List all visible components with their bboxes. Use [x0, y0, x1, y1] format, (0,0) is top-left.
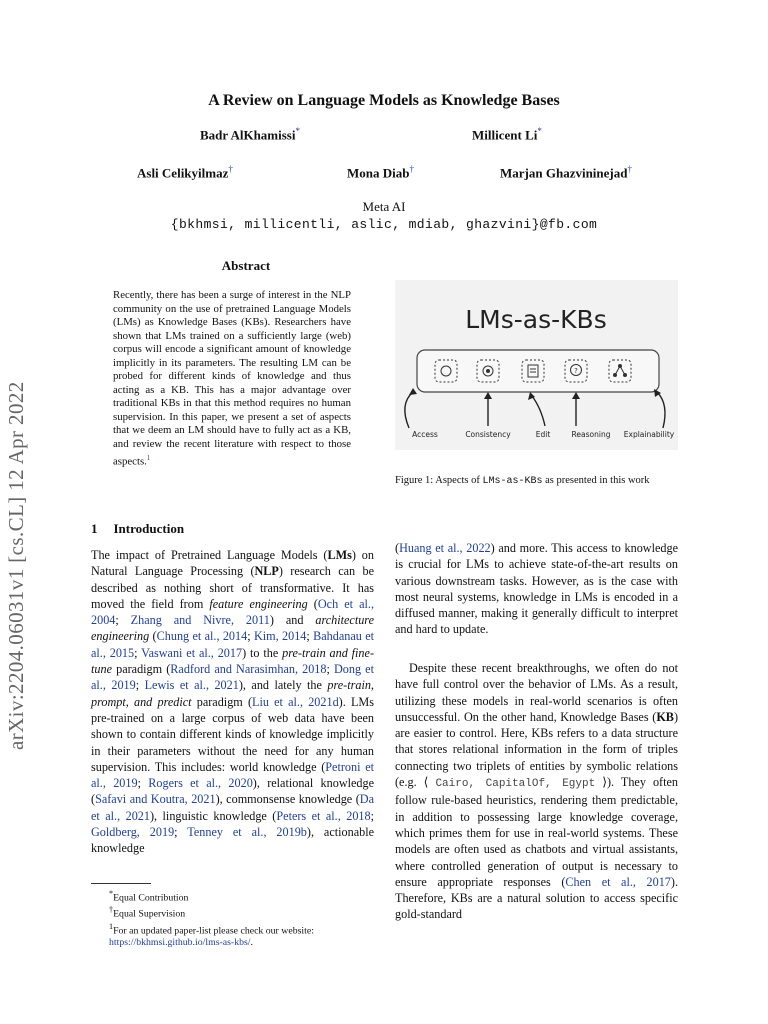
citation-tenney[interactable]: Tenney et al., 2019b: [187, 825, 307, 840]
citation-rogers[interactable]: Rogers et al., 2020: [148, 776, 253, 791]
citation-da[interactable]: Da et al., 2021: [91, 792, 374, 823]
author-5: Marjan Ghazvininejad†: [500, 164, 632, 181]
arxiv-identifier: arXiv:2204.06031v1 [cs.CL] 12 Apr 2022: [4, 381, 28, 750]
section-heading-introduction: 1 Introduction: [91, 521, 185, 536]
author-4: Mona Diab†: [347, 164, 414, 181]
figure-1-diagram: [395, 280, 678, 450]
aspect-label-consistency: Consistency: [465, 430, 511, 439]
footnote-website: $^1$For an updated paper-list please check our website: https://bkhmsi.github.io/lms-as-kbs/.: [109, 921, 314, 949]
paper-title: A Review on Language Models as Knowledge Bases: [208, 92, 560, 109]
intro-paragraph-1: The impact of Pretrained Language Models (LMs) on Natural Language Processing (NLP) research can be described as nothing short of transformative. It has moved the field from feature engineering (Och et al., 2004; Zhang and Nivre, 2011) and architecture engineering (Chung et al., 2014; Kim, 2014; Bahdanau et al., 2015; Vaswani et al., 2017) to the pre-train and fine-tune paradigm (Radford and Narasimhan, 2018; Dong et al., 2019; Lewis et al., 2021), and lately the pre-train, prompt, and predict paradigm (Liu et al., 2021d). LMs pre-trained on a large corpus of web data have been shown to contain different kinds of knowledge implicitly in their parameters without the need for any human supervision. This includes: world knowledge (Petroni et al., 2019; Rogers et al., 2020), relational knowledge (Safavi and Koutra, 2021), commonsense knowledge (Da et al., 2021), linguistic knowledge (Peters et al., 2018; Goldberg, 2019; Tenney et al., 2019b), actionable knowledge: [91, 548, 375, 856]
affiliation: Meta AI: [362, 199, 406, 214]
citation-goldberg[interactable]: Goldberg, 2019: [91, 825, 175, 840]
citation-chung[interactable]: Chung et al., 2014: [156, 629, 248, 644]
citation-kim[interactable]: Kim, 2014: [253, 629, 307, 644]
footnote-equal-supervision: †Equal Supervision: [109, 905, 186, 920]
citation-lewis[interactable]: Lewis et al., 2021: [144, 678, 239, 693]
citation-och[interactable]: Och et al., 2004: [91, 596, 375, 628]
citation-huang[interactable]: Huang et al., 2022: [399, 541, 491, 555]
citation-zhang[interactable]: Zhang and Nivre, 2011: [130, 613, 270, 628]
aspect-label-explainability: Explainability: [623, 430, 675, 439]
col2-paragraph-1: (Huang et al., 2022) and more. This access to knowledge is crucial for LMs to achieve state-of-the-art results on various downstream tasks. However, as is the case with most neural systems, knowledge in LMs is encoded in a diffused manner, making it generally difficult to interpret and hard to update.: [395, 541, 678, 637]
col2-paragraph-2: Despite these recent breakthroughs, we often do not have full control over the behavior of LMs. As a result, utilizing these models in real-world scenarios is often unsuccessful. On the other hand, Knowledge Bases (KB) are easier to control. Here, KBs refers to a data structure that stores relational information in the form of triples connecting two triplets of entities by symbolic relations (e.g. ⟨ Cairo, CapitalOf, Egypt ⟩). They often follow rule-based heuristics, rendering them predictable, in addition to possessing large knowledge coverage, which primes them for use in real-world systems. These models are often used as chatbots and virtual assistants, where controlled generation of output is necessary to ensure appropriate responses (Chen et al., 2017). Therefore, KBs are a natural solution to access specific gold-standard: [395, 661, 678, 922]
figure-title: LMs-as-KBs: [465, 305, 607, 334]
citation-radford[interactable]: Radford and Narasimhan, 2018: [170, 662, 327, 677]
author-emails: {bkhmsi, millicentli, aslic, mdiab, ghazvini}@fb.com: [170, 217, 598, 232]
footnote-rule: [91, 883, 151, 884]
citation-peters[interactable]: Peters et al., 2018: [276, 808, 371, 823]
abstract-heading: Abstract: [221, 258, 271, 273]
citation-dong[interactable]: Dong et al., 2019: [91, 662, 374, 693]
citation-bahdanau[interactable]: Bahdanau et al., 2015: [91, 629, 374, 660]
citation-chen[interactable]: Chen et al., 2017: [565, 874, 671, 889]
citation-liu[interactable]: Liu et al., 2021d: [252, 694, 339, 709]
aspect-label-reasoning: Reasoning: [571, 430, 611, 439]
kb-triple-example: Cairo, CapitalOf, Egypt: [435, 778, 596, 791]
svg-text:?: ?: [574, 367, 578, 375]
footnote-equal-contribution: *Equal Contribution: [109, 889, 189, 904]
citation-vaswani[interactable]: Vaswani et al., 2017: [141, 645, 243, 660]
aspect-label-edit: Edit: [535, 430, 551, 439]
footnotes: [91, 888, 374, 950]
author-1: Badr AlKhamissi*: [200, 126, 300, 143]
figure-1-caption: Figure 1: Aspects of LMs-as-KBs as presented in this work: [395, 475, 650, 487]
author-3: Asli Celikyilmaz†: [137, 164, 233, 181]
citation-safavi[interactable]: Safavi and Koutra, 2021: [95, 792, 216, 807]
figure-1: [395, 280, 678, 450]
website-link[interactable]: https://bkhmsi.github.io/lms-as-kbs/: [109, 937, 251, 949]
author-2: Millicent Li*: [472, 126, 542, 143]
citation-petroni[interactable]: Petroni et al., 2019: [91, 759, 374, 791]
abstract-text: Recently, there has been a surge of interest in the NLP community on the use of pretrained Language Models (LMs) as Knowledge Bases (KBs). Researchers have shown that LMs trained on a sufficiently large (web) corpus will encode a significant amount of knowledge implicitly in its parameters. The resulting LM can be probed for different kinds of knowledge and thus acting as a KB. This has a major advantage over traditional KBs in that this method requires no human supervision. In this paper, we present a set of aspects that we deem an LM should have to fully act as a KB, and review the recent literature with respect to those aspects.$^1$: [113, 289, 351, 468]
aspect-label-access: Access: [412, 430, 438, 439]
footnote-ref-1[interactable]: 1: [146, 453, 151, 462]
